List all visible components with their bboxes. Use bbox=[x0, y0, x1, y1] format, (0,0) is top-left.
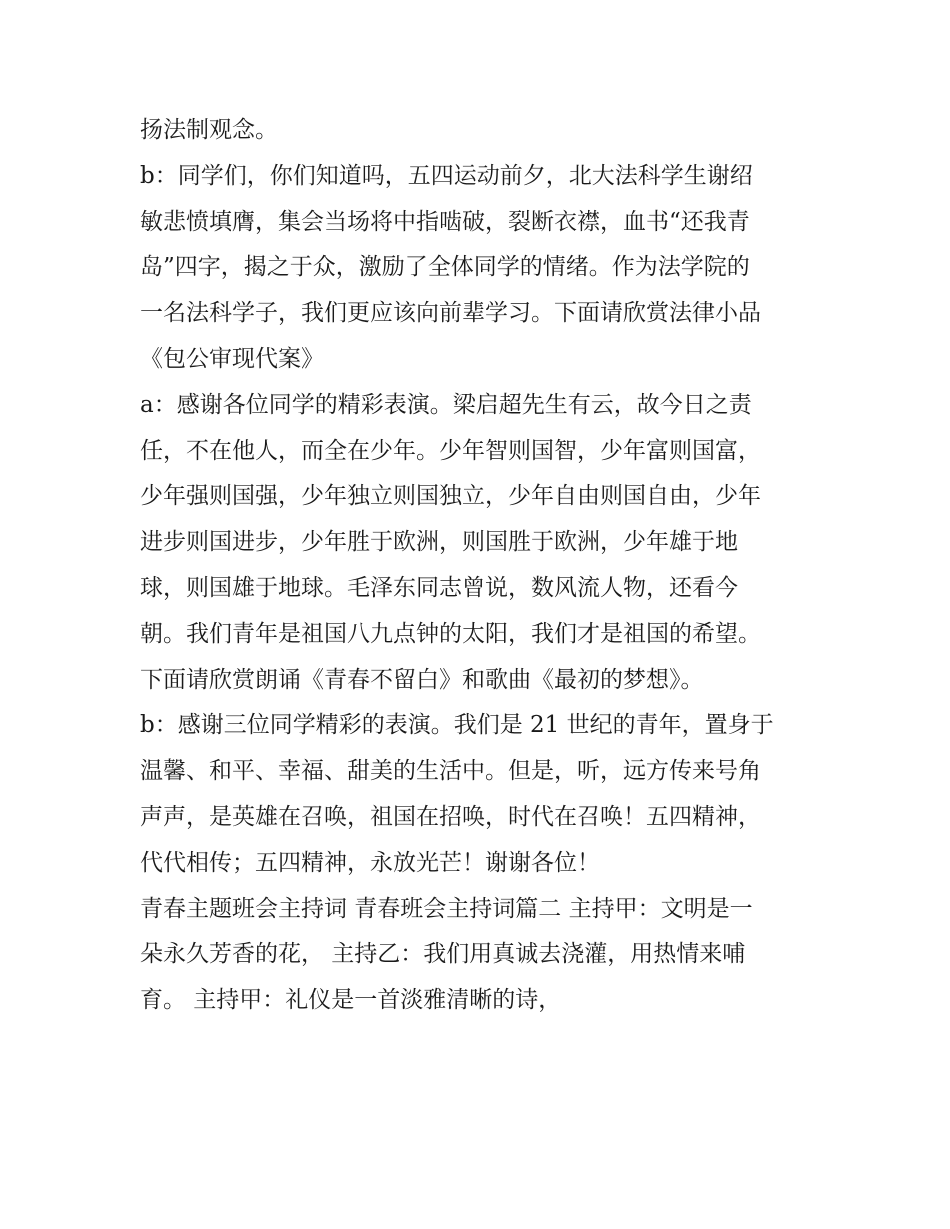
text-line-10: 进步则国进步，少年胜于欧洲，则国胜于欧洲，少年雄于地 bbox=[140, 529, 738, 556]
text-line-8: 任，不在他人，而全在少年。少年智则国智，少年富则国富， bbox=[140, 437, 761, 464]
text-line-19: 朵永久芳香的花， 主持乙：我们用真诚去浇灌，用热情来哺 bbox=[140, 941, 746, 968]
text-line-1: 扬法制观念。 bbox=[140, 117, 278, 143]
text-line-13: 下面请欣赏朗诵《青春不留白》和歌曲《最初的梦想》。 bbox=[140, 666, 704, 693]
text-line-4: 岛”四字，揭之于众，激励了全体同学的情绪。作为法学院的 bbox=[140, 254, 750, 281]
text-line-7: a：感谢各位同学的精彩表演。梁启超先生有云，故今日之责 bbox=[140, 391, 752, 418]
text-line-3: 敏悲愤填膺，集会当场将中指啮破，裂断衣襟，血书“还我青 bbox=[140, 208, 750, 235]
text-line-17: 代代相传；五四精神，永放光芒！谢谢各位！ bbox=[140, 849, 600, 876]
text-line-2: b：同学们，你们知道吗，五四运动前夕，北大法科学生谢绍 bbox=[140, 162, 753, 189]
text-line-11: 球，则国雄于地球。毛泽东同志曾说，数风流人物，还看今 bbox=[140, 574, 738, 601]
text-line-16: 声声，是英雄在召唤，祖国在招唤，时代在召唤！五四精神， bbox=[140, 803, 761, 830]
document-body bbox=[140, 108, 820, 1024]
text-line-20: 育。 主持甲：礼仪是一首淡雅清晰的诗， bbox=[140, 987, 562, 1014]
text-line-18: 青春主题班会主持词 青春班会主持词篇二 主持甲：文明是一 bbox=[140, 895, 753, 922]
text-line-15: 温馨、和平、幸福、甜美的生活中。但是，听，远方传来号角 bbox=[140, 758, 761, 785]
text-line-14: b：感谢三位同学精彩的表演。我们是 21 世纪的青年，置身于 bbox=[140, 712, 774, 739]
text-line-9: 少年强则国强，少年独立则国独立，少年自由则国自由，少年 bbox=[140, 483, 761, 510]
text-line-6: 《包公审现代案》 bbox=[140, 345, 324, 372]
text-line-12: 朝。我们青年是祖国八九点钟的太阳，我们才是祖国的希望。 bbox=[140, 620, 761, 647]
text-line-5: 一名法科学子，我们更应该向前辈学习。下面请欣赏法律小品 bbox=[140, 300, 761, 327]
